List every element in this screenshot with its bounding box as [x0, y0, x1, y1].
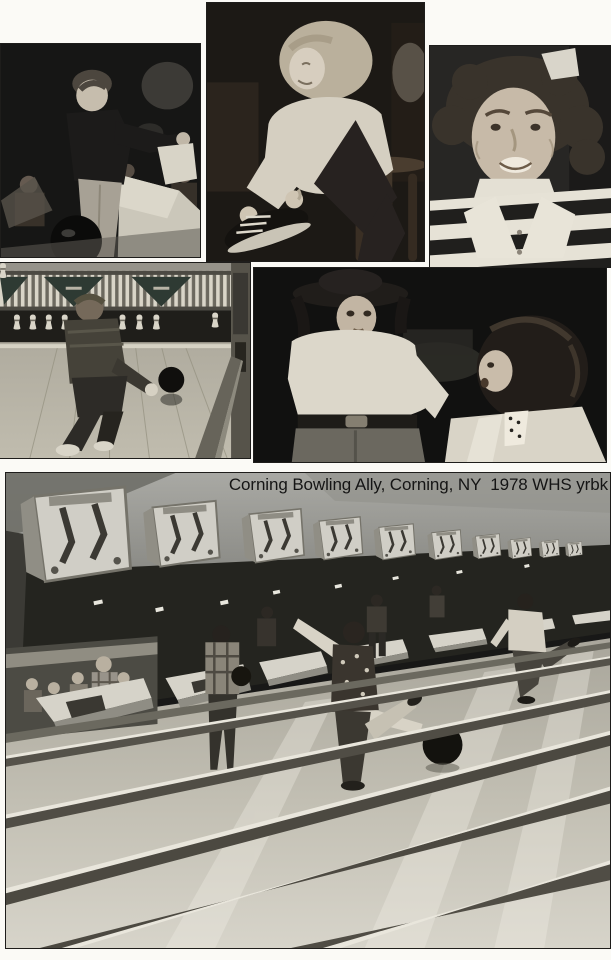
polka-dot-scarf — [505, 411, 529, 447]
photo-tying-bowling-shoe — [206, 2, 425, 262]
shoe-sole — [56, 444, 80, 456]
machine-top — [0, 263, 250, 271]
jeans — [292, 428, 425, 462]
photo-two-girls-talking — [253, 267, 607, 463]
hat-crown — [319, 269, 383, 295]
photo-lane-bowler-rear — [0, 262, 251, 459]
belt-buckle — [345, 415, 367, 427]
open-mouth — [481, 378, 489, 388]
masking-panel — [0, 271, 231, 311]
held-ball — [231, 666, 251, 686]
shoe-sole — [94, 441, 114, 451]
face — [472, 88, 556, 187]
photo-portrait-striped-shirt — [429, 45, 611, 268]
blurred-light — [142, 62, 193, 110]
white-sweater — [288, 330, 425, 424]
chair-back — [207, 82, 259, 191]
portrait-illustration — [430, 46, 611, 267]
bowling-ball — [158, 367, 184, 393]
alley-wide-illustration — [6, 473, 610, 948]
photo-bowler-follow-through — [0, 43, 201, 258]
lane-bowler-illustration — [0, 263, 250, 458]
photo-caption: Corning Bowling Ally, Corning, NY 1978 WHS yrbk — [228, 475, 608, 494]
photo-alley-wide-view — [5, 472, 611, 949]
tying-shoe-illustration — [207, 3, 424, 261]
two-girls-illustration — [254, 268, 606, 462]
bowler-follow-through-illustration — [1, 44, 200, 257]
glove — [145, 383, 158, 396]
